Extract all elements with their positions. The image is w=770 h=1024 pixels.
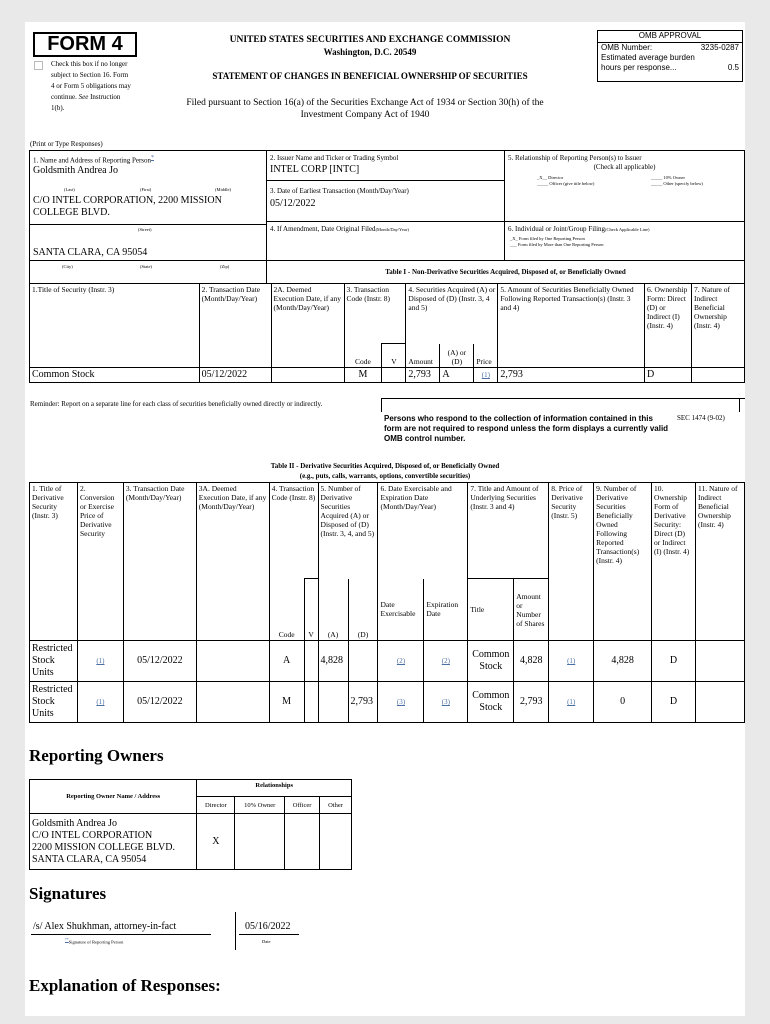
box6-filing <box>504 221 745 261</box>
t2-r1-a: 4,828 <box>318 641 348 682</box>
t2-header-price: 8. Price of Derivative Security (Instr. 5) <box>549 483 594 641</box>
t2-header-nature: 11. Nature of Indirect Beneficial Ownership (Instr. 4) <box>695 483 744 641</box>
print-type-note: (Print or Type Responses) <box>30 140 103 148</box>
t2-col-v: V <box>304 579 318 641</box>
signature-label <box>65 938 123 945</box>
reporting-owners-heading: Reporting Owners <box>29 746 164 765</box>
owners-col-name: Reporting Owner Name / Address <box>30 780 197 814</box>
box5-label: 5. Relationship of Reporting Person(s) to Issuer <box>508 154 642 162</box>
omb-title: OMB APPROVAL <box>598 31 742 43</box>
t2-header-date: 3. Transaction Date (Month/Day/Year) <box>123 483 196 641</box>
filed-pursuant: Filed pursuant to Section 16(a) of the Securities Exchange Act of 1934 or Section 30(h) of the Investment Company Act of 1940 <box>186 98 544 120</box>
t2-r1-conv-link[interactable]: (1) <box>96 657 105 665</box>
t2-col-amount: Amount or Number of Shares <box>514 579 549 641</box>
statement-title: STATEMENT OF CHANGES IN BENEFICIAL OWNERSHIP OF SECURITIES <box>212 71 528 81</box>
t2-r1-exp-link[interactable]: (2) <box>441 657 450 665</box>
signature-date: 05/16/2022 <box>245 921 291 932</box>
t2-r1-ex-link[interactable]: (2) <box>396 657 406 665</box>
box1-star-link[interactable]: * <box>151 155 155 161</box>
checkbox-note-text: Check this box if no longer subject to Section 16. Form 4 or Form 5 obligations may continue. <box>51 60 131 101</box>
t2-col-date-ex: Date Exercisable <box>378 579 424 641</box>
t2-r1-d <box>348 641 378 682</box>
checkbox-note-instr: Instruction 1(b). <box>51 93 121 112</box>
director-option: _X__ Director <box>537 175 564 180</box>
no-longer-subject-checkbox[interactable] <box>34 61 43 70</box>
t2-r1-date: 05/12/2022 <box>123 641 196 682</box>
signature-star-link[interactable]: ** <box>65 938 69 942</box>
t2-col-code: Code <box>269 579 304 641</box>
checkbox-note-see: See <box>78 93 89 101</box>
box5-relationship <box>504 150 745 222</box>
table1-non-derivative <box>29 283 745 383</box>
t2-r2-exp-link[interactable]: (3) <box>441 698 450 706</box>
t2-row-2 <box>30 682 745 723</box>
t1-header-title: 1.Title of Security (Instr. 3) <box>30 284 200 368</box>
reporting-person-city: SANTA CLARA, CA 95054 <box>33 247 148 258</box>
owner-director-mark: X <box>197 814 235 870</box>
t2-r2-owned: 0 <box>594 682 652 723</box>
table2-subtitle: (e.g., puts, calls, warrants, options, convertible securities) <box>299 472 471 480</box>
box4-amendment <box>266 221 505 261</box>
t1-header-deemed: 2A. Deemed Execution Date, if any (Month/Day/Year) <box>271 284 344 368</box>
box4-label: 4. If Amendment, Date Original Filed <box>270 225 376 233</box>
owner-line-2: C/O INTEL CORPORATION <box>32 829 153 841</box>
t2-r2-d: 2,793 <box>348 682 378 723</box>
t2-row-1 <box>30 641 745 682</box>
signer-name: /s/ Alex Shukhman, attorney-in-fact <box>33 921 177 932</box>
date-label: Date <box>262 939 271 944</box>
t2-header-owned: 9. Number of Derivative Securities Beneficially Owned Following Reported Transaction(s) (Instr. 4) <box>594 483 652 641</box>
box6-sub: (Check Applicable Line) <box>605 227 650 232</box>
middle-label: (Middle) <box>215 187 231 192</box>
t2-r2-code: M <box>269 682 304 723</box>
reporting-person-name: Goldsmith Andrea Jo <box>33 165 118 176</box>
t1-code: M <box>344 368 382 383</box>
owner-line-1: Goldsmith Andrea Jo <box>32 817 117 829</box>
issuer-name-ticker: INTEL CORP [INTC] <box>270 164 360 175</box>
box3-label: 3. Date of Earliest Transaction (Month/Day/Year) <box>270 187 409 195</box>
t1-transaction-date: 05/12/2022 <box>199 368 271 383</box>
omb-number: 3235-0287 <box>700 43 739 52</box>
owner-officer <box>285 814 320 870</box>
t2-r1-underlying-title: Common Stock <box>468 641 514 682</box>
t1-col-price: Price <box>474 344 498 368</box>
last-label: (Last) <box>64 187 75 192</box>
sec-code: SEC 1474 (9-02) <box>677 414 725 422</box>
reporting-person-address: C/O INTEL CORPORATION, 2200 MISSION COLLEGE BLVD. <box>33 195 222 218</box>
checkbox-note <box>51 59 131 114</box>
box6-label: 6. Individual or Joint/Group Filing <box>508 225 606 233</box>
t1-header-owned: 5. Amount of Securities Beneficially Owned Following Reported Transaction(s) (Instr. 3 and 4) <box>498 284 645 368</box>
reporting-owners-table <box>29 779 352 870</box>
t1-v <box>382 368 406 383</box>
t2-r2-conv-link[interactable]: (1) <box>96 698 105 706</box>
table1-title-bar <box>266 260 745 284</box>
t2-header-deemed: 3A. Deemed Execution Date, if any (Month/Day/Year) <box>196 483 269 641</box>
officer-option: _____ Officer (give title below) <box>537 181 595 186</box>
t2-r2-deemed <box>196 682 269 723</box>
t1-col-aord: (A) or (D) <box>440 344 474 368</box>
t1-col-code: Code <box>344 344 382 368</box>
t1-deemed-date <box>271 368 344 383</box>
t2-r2-date: 05/12/2022 <box>123 682 196 723</box>
t1-price-footnote-link[interactable]: (1) <box>481 371 490 379</box>
t2-r2-ex-link[interactable]: (3) <box>396 698 406 706</box>
ten-pct-option: _____ 10% Owner <box>651 175 685 180</box>
t1-header-date: 2. Transaction Date (Month/Day/Year) <box>199 284 271 368</box>
t2-r1-nature <box>695 641 744 682</box>
one-person-option: _X_ Form filed by One Reporting Person <box>510 236 585 241</box>
owners-col-ten-pct: 10% Owner <box>235 797 285 814</box>
t2-col-d: (D) <box>348 579 378 641</box>
owner-other <box>320 814 352 870</box>
table2-derivative <box>29 482 745 723</box>
t2-header-exercisable: 6. Date Exercisable and Expiration Date (Month/Day/Year) <box>378 483 468 579</box>
form-badge <box>33 32 137 57</box>
owner-ten-pct <box>235 814 285 870</box>
earliest-transaction-date: 05/12/2022 <box>270 198 316 209</box>
owners-relationships: Relationships <box>197 780 352 797</box>
t2-r2-title: Restricted Stock Units <box>30 682 78 723</box>
first-label: (First) <box>140 187 152 192</box>
box2-label: 2. Issuer Name and Ticker or Trading Symbol <box>270 154 399 162</box>
t1-row <box>30 368 745 383</box>
persons-notice: Persons who respond to the collection of information contained in this form are not required to respond unless the form displays a currently valid OMB control number. <box>384 414 669 443</box>
owner-name-address <box>30 814 197 870</box>
t2-col-exp: Expiration Date <box>424 579 468 641</box>
owner-line-4: SANTA CLARA, CA 95054 <box>32 853 147 865</box>
t1-header-form: 6. Ownership Form: Direct (D) or Indirect (I) (Instr. 4) <box>645 284 692 368</box>
commission-name: UNITED STATES SECURITIES AND EXCHANGE COMMISSION <box>229 35 511 45</box>
t1-ownership-form: D <box>645 368 692 383</box>
table2-title: Table II - Derivative Securities Acquired, Disposed of, or Beneficially Owned <box>270 462 500 470</box>
zip-label: (Zip) <box>220 264 230 269</box>
box3-earliest-date <box>266 180 505 222</box>
t2-r1-price-link[interactable]: (1) <box>567 657 576 665</box>
t2-r1-title: Restricted Stock Units <box>30 641 78 682</box>
box4-sub: (Month/Day/Year) <box>375 227 409 232</box>
form-badge-text: FORM 4 <box>47 33 123 55</box>
t2-r2-form: D <box>652 682 696 723</box>
t2-header-code: 4. Transaction Code (Instr. 8) <box>269 483 318 579</box>
t1-col-amount: Amount <box>406 344 440 368</box>
t1-header-nature: 7. Nature of Indirect Beneficial Ownership (Instr. 4) <box>691 284 744 368</box>
t2-header-form: 10. Ownership Form of Derivative Security: Direct (D) or Indirect (I) (Instr. 4) <box>652 483 696 641</box>
commission-city: Washington, D.C. 20549 <box>323 47 417 57</box>
t2-r1-v <box>304 641 318 682</box>
owners-col-other: Other <box>320 797 352 814</box>
multi-person-option: ___ Form filed by More than One Reporting Person <box>510 242 604 247</box>
box5-sub: (Check all applicable) <box>593 163 656 171</box>
city-label: (City) <box>62 264 73 269</box>
t1-security-title: Common Stock <box>30 368 200 383</box>
t2-header-number: 5. Number of Derivative Securities Acquired (A) or Disposed of (D) (Instr. 3, 4, and 5) <box>318 483 378 579</box>
t2-col-a: (A) <box>318 579 348 641</box>
t1-header-code: 3. Transaction Code (Instr. 8) <box>344 284 406 344</box>
state-label: (State) <box>140 264 152 269</box>
t2-r1-underlying-amount: 4,828 <box>514 641 549 682</box>
owners-col-officer: Officer <box>285 797 320 814</box>
box1-name-address <box>29 150 267 284</box>
t2-r2-a <box>318 682 348 723</box>
signatures-heading: Signatures <box>29 884 107 903</box>
omb-burden-label: Estimated average burden <box>601 53 695 62</box>
table1-title: Table I - Non-Derivative Securities Acquired, Disposed of, or Beneficially Owned <box>385 268 626 276</box>
reminder-note: Reminder: Report on a separate line for each class of securities beneficially owned directly or indirectly. <box>30 400 323 408</box>
owners-col-director: Director <box>197 797 235 814</box>
other-option: _____ Other (specify below) <box>651 181 703 186</box>
box1-label: 1. Name and Address of Reporting Person <box>33 156 152 165</box>
t1-aord: A <box>440 368 474 383</box>
t2-r1-owned: 4,828 <box>594 641 652 682</box>
omb-number-label: OMB Number: <box>601 43 653 52</box>
t2-r2-price-link[interactable]: (1) <box>567 698 576 706</box>
t2-r1-code: A <box>269 641 304 682</box>
owner-line-3: 2200 MISSION COLLEGE BLVD. <box>32 841 175 853</box>
t2-header-title: 1. Title of Derivative Security (Instr. 3) <box>30 483 78 641</box>
street-label: (Street) <box>138 227 152 232</box>
t2-r2-v <box>304 682 318 723</box>
form-page <box>25 22 745 1016</box>
t1-nature <box>691 368 744 383</box>
t2-header-conversion: 2. Conversion or Exercise Price of Derivative Security <box>77 483 123 641</box>
t1-owned-after: 2,793 <box>498 368 645 383</box>
box2-issuer <box>266 150 505 181</box>
t2-col-title: Title <box>468 579 514 641</box>
t2-r1-deemed <box>196 641 269 682</box>
explanation-heading: Explanation of Responses: <box>29 976 221 995</box>
omb-box <box>597 30 743 82</box>
t2-header-underlying: 7. Title and Amount of Underlying Securities (Instr. 3 and 4) <box>468 483 549 579</box>
t2-r1-form: D <box>652 641 696 682</box>
omb-hours: 0.5 <box>727 63 739 72</box>
signature-label-text: Signature of Reporting Person <box>68 939 124 945</box>
t2-r2-nature <box>695 682 744 723</box>
omb-hours-label: hours per response... <box>601 63 677 72</box>
t1-col-v: V <box>382 344 406 368</box>
t1-header-acquired: 4. Securities Acquired (A) or Disposed of (D) (Instr. 3, 4 and 5) <box>406 284 498 344</box>
t1-amount: 2,793 <box>406 368 440 383</box>
t2-r2-underlying-title: Common Stock <box>468 682 514 723</box>
t2-r2-underlying-amount: 2,793 <box>514 682 549 723</box>
